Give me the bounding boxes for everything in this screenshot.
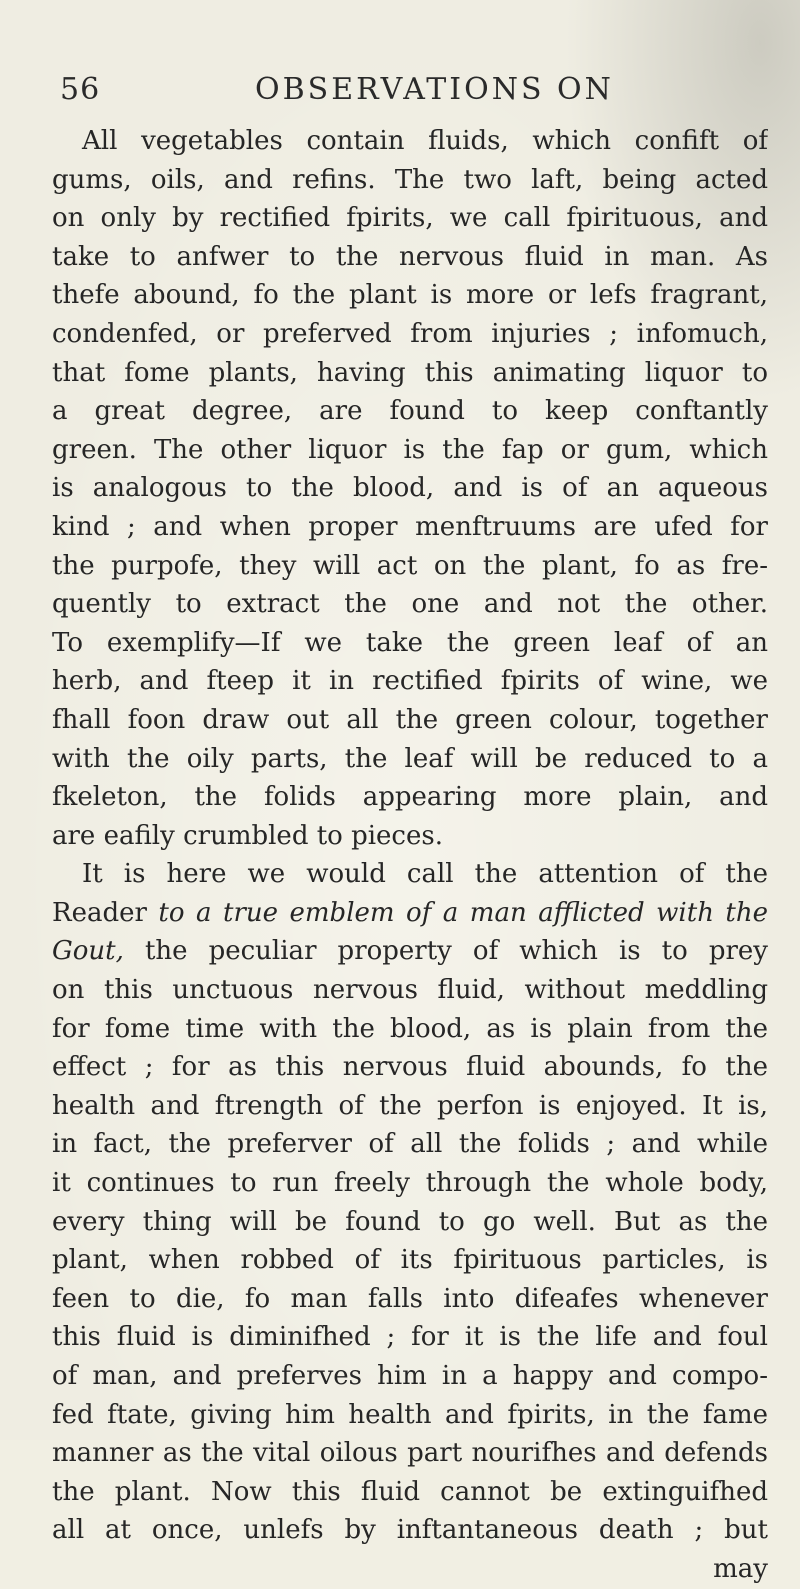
text-line: in fact, the preferver of all the folids ; and while <box>52 1129 768 1160</box>
text-line: a great degree, are found to keep conftantly <box>52 396 768 427</box>
text-line: every thing will be found to go well. But as the <box>52 1206 768 1237</box>
text-line: the plant. Now this fluid cannot be extinguifhed <box>52 1476 768 1507</box>
text-line: It is here we would call the attention of the <box>82 859 768 890</box>
text-line: quently to extract the one and not the other. <box>52 589 768 620</box>
text-line: fkeleton, the folids appearing more plain, and <box>52 782 768 813</box>
page-number: 56 <box>60 72 101 107</box>
text-line: herb, and fteep it in rectified fpirits of wine, we <box>52 666 768 697</box>
text-line: take to anfwer to the nervous fluid in man. As <box>52 241 768 272</box>
text-line: green. The other liquor is the fap or gum, which <box>52 434 768 465</box>
text-line: thefe abound, fo the plant is more or lefs fragrant, <box>52 280 768 311</box>
italic-text: to a true emblem of a man afflicted with the <box>158 897 768 928</box>
text-line: manner as the vital oilous part nourifhes and defends <box>52 1438 768 1469</box>
text-line: all at once, unlefs by inftantaneous death ; but <box>52 1515 768 1546</box>
body-text <box>52 122 768 1589</box>
catchword: may <box>713 1553 768 1584</box>
text-run: Reader <box>52 897 159 928</box>
running-head: OBSERVATIONS ON <box>255 72 614 107</box>
text-line: on only by rectified fpirits, we call fpirituous, and <box>52 203 768 234</box>
italic-text: Gout, <box>52 936 124 967</box>
text-line: plant, when robbed of its fpirituous particles, is <box>52 1245 768 1276</box>
text-line: on this unctuous nervous fluid, without meddling <box>52 975 768 1006</box>
text-line: for fome time with the blood, as is plain from the <box>52 1013 768 1044</box>
text-line: it continues to run freely through the whole body, <box>52 1168 768 1199</box>
text-line: effect ; for as this nervous fluid abounds, fo the <box>52 1052 768 1083</box>
text-line: of man, and preferves him in a happy and compo- <box>52 1361 768 1391</box>
text-line: are eafily crumbled to pieces. <box>52 820 443 851</box>
text-line: this fluid is diminifhed ; for it is the life and foul <box>52 1322 768 1353</box>
page-header <box>60 72 760 112</box>
text-line: feen to die, fo man falls into difeafes whenever <box>52 1283 768 1314</box>
text-line: that fome plants, having this animating liquor to <box>52 357 768 388</box>
text-line: fhall foon draw out all the green colour, together <box>52 704 768 735</box>
text-line: kind ; and when proper menftruums are ufed for <box>52 511 768 542</box>
text-line: health and ftrength of the perfon is enjoyed. It is, <box>52 1090 768 1121</box>
text-line: fed ftate, giving him health and fpirits, in the fame <box>52 1399 768 1430</box>
text-line: gums, oils, and refins. The two laft, being acted <box>52 164 768 195</box>
text-line: To exemplify—If we take the green leaf of an <box>52 627 768 658</box>
text-line: All vegetables contain fluids, which confift of <box>82 126 768 156</box>
text-line <box>52 932 768 971</box>
text-line: with the oily parts, the leaf will be reduced to a <box>52 743 768 774</box>
text-run: the peculiar property of which is to prey <box>123 936 768 967</box>
text-line: is analogous to the blood, and is of an aqueous <box>52 473 768 504</box>
text-line <box>52 894 768 933</box>
text-line: condenfed, or preferved from injuries ; infomuch, <box>52 318 768 349</box>
text-line: the purpofe, they will act on the plant, fo as fre- <box>52 550 768 581</box>
